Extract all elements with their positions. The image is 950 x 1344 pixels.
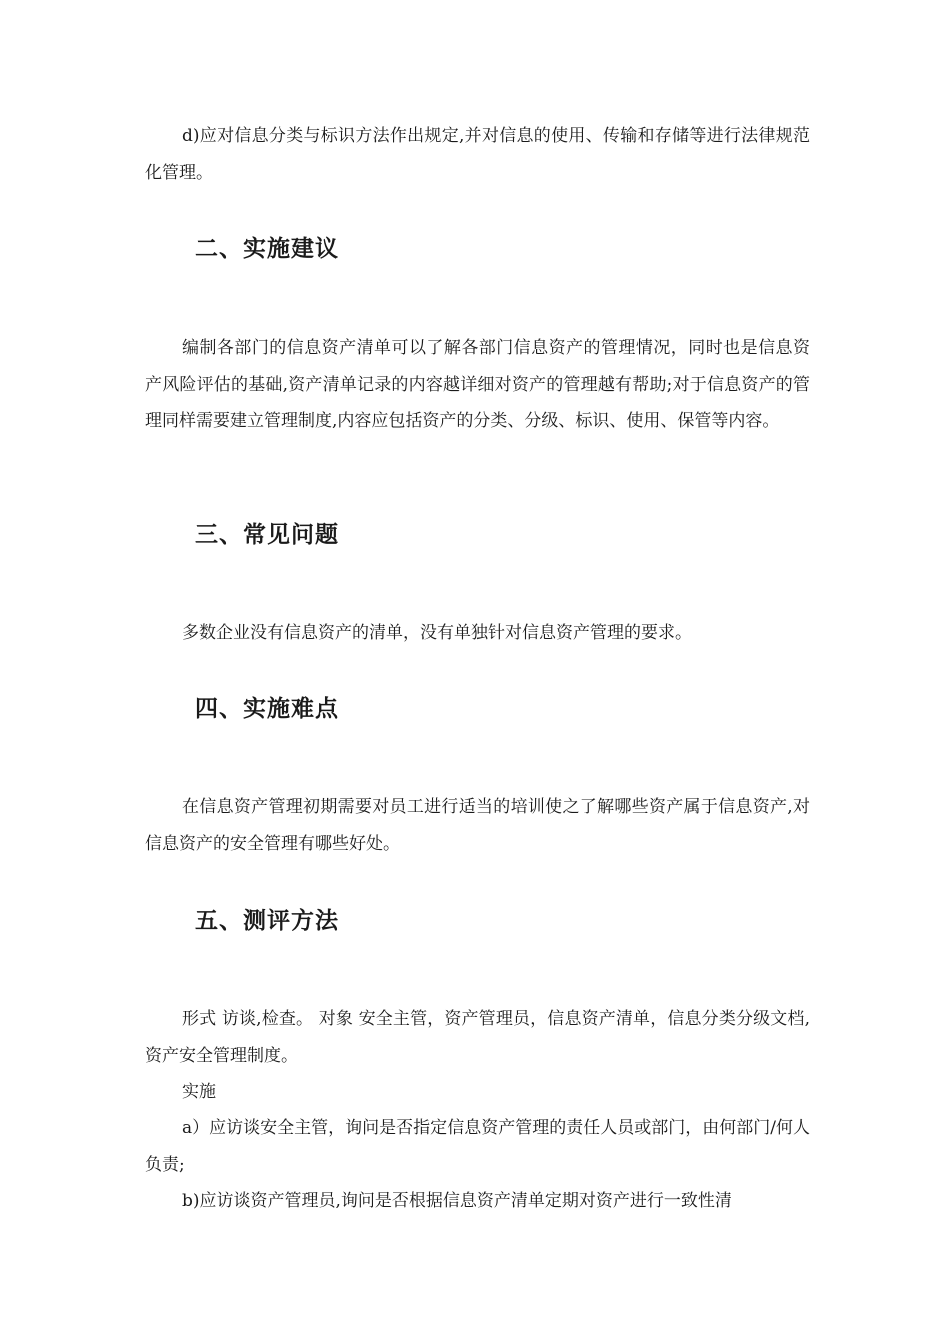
paragraph-suggestions: 编制各部门的信息资产清单可以了解各部门信息资产的管理情况，同时也是信息资产风险评估的基础,资产清单记录的内容越详细对资产的管理越有帮助;对于信息资产的管理同样需要建立管理制度,内容应包括资产的分类、分级、标识、使用、保管等内容。 bbox=[145, 338, 810, 431]
paragraph-b: b)应访谈资产管理员,询问是否根据信息资产清单定期对资产进行一致性清 bbox=[182, 1191, 732, 1211]
paragraph-implementation-label: 实施 bbox=[182, 1082, 216, 1102]
paragraph-a: a）应访谈安全主管，询问是否指定信息资产管理的责任人员或部门，由何部门/何人负责; bbox=[145, 1118, 810, 1175]
heading-implementation-difficulties: 四、实施难点 bbox=[195, 696, 339, 722]
paragraph-difficulties: 在信息资产管理初期需要对员工进行适当的培训使之了解哪些资产属于信息资产,对信息资产的安全管理有哪些好处。 bbox=[145, 797, 810, 854]
heading-evaluation-methods: 五、测评方法 bbox=[195, 908, 339, 934]
heading-common-problems: 三、常见问题 bbox=[195, 522, 339, 548]
heading-implementation-suggestions: 二、实施建议 bbox=[195, 236, 339, 262]
paragraph-method: 形式 访谈,检查。 对象 安全主管，资产管理员，信息资产清单，信息分类分级文档,资产安全管理制度。 bbox=[145, 1009, 810, 1066]
paragraph-d: d)应对信息分类与标识方法作出规定,并对信息的使用、传输和存储等进行法律规范化管理。 bbox=[145, 126, 810, 183]
paragraph-problems: 多数企业没有信息资产的清单，没有单独针对信息资产管理的要求。 bbox=[182, 623, 692, 643]
